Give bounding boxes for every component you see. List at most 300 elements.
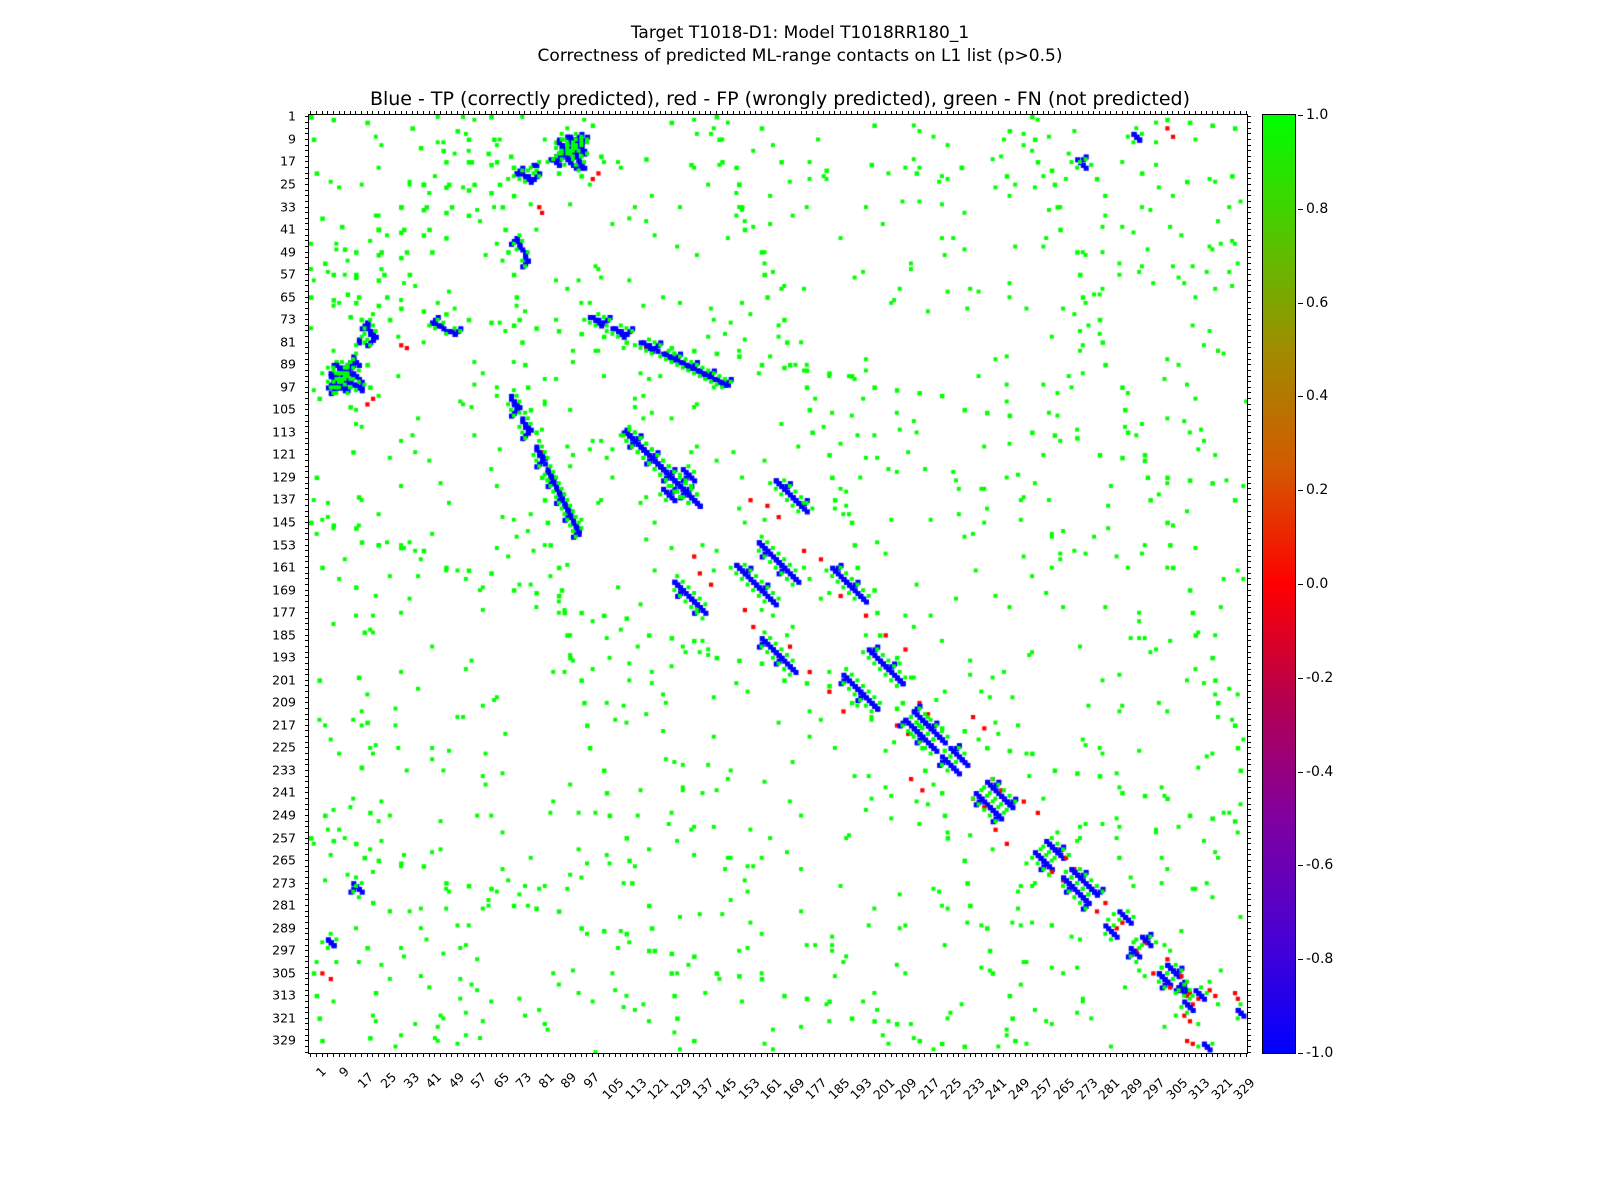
x-axis-tickmark-top — [519, 111, 520, 115]
y-axis-tickmark — [305, 714, 309, 715]
x-axis-tickmark — [727, 1053, 728, 1057]
x-tick-label: 113 — [622, 1074, 650, 1103]
x-axis-tickmark — [936, 1053, 937, 1057]
x-axis-tickmark-top — [434, 111, 435, 115]
x-tick-label: 241 — [982, 1074, 1011, 1103]
x-axis-tickmark-top — [908, 111, 909, 115]
colorbar-tick-label: 0.6 — [1306, 294, 1329, 311]
y-axis-tickmark-right — [1247, 432, 1251, 433]
x-axis-tickmark — [389, 1053, 390, 1057]
y-axis-tickmark — [305, 776, 309, 777]
y-axis-tickmark-right — [1247, 218, 1251, 219]
x-axis-tickmark-top — [1060, 111, 1061, 115]
x-axis-tickmark-top — [727, 111, 728, 115]
x-axis-tickmark-top — [739, 111, 740, 115]
y-axis-tickmark-right — [1247, 956, 1251, 957]
x-axis-tickmark-top — [1071, 111, 1072, 115]
y-axis-tickmark — [305, 381, 309, 382]
x-axis-tickmark — [637, 1053, 638, 1057]
y-axis-tickmark — [305, 730, 309, 731]
x-axis-tickmark — [1009, 1053, 1010, 1057]
x-tick-label: 305 — [1162, 1074, 1191, 1103]
x-axis-tickmark-top — [1099, 111, 1100, 115]
y-axis-tickmark-right — [1247, 364, 1251, 365]
y-tick-label: 193 — [272, 649, 296, 665]
x-axis-tickmark — [372, 1053, 373, 1057]
y-axis-tickmark-right — [1247, 178, 1251, 179]
x-axis-tickmark — [941, 1053, 942, 1057]
y-axis-tickmark — [305, 359, 309, 360]
y-axis-tickmark — [305, 843, 309, 844]
x-axis-tickmark — [1184, 1053, 1185, 1057]
y-axis-tickmark — [305, 539, 309, 540]
x-axis-tickmark — [693, 1053, 694, 1057]
y-axis-tickmark-right — [1247, 995, 1251, 996]
x-axis-tickmark-top — [1026, 111, 1027, 115]
x-axis-tickmark-top — [654, 111, 655, 115]
x-axis-tickmark-top — [429, 111, 430, 115]
y-axis-tickmark — [305, 364, 309, 365]
x-axis-tickmark — [1229, 1053, 1230, 1057]
x-axis-tickmark — [958, 1053, 959, 1057]
x-axis-tickmark-top — [637, 111, 638, 115]
x-axis-tickmark-top — [502, 111, 503, 115]
y-axis-tickmark — [305, 567, 309, 568]
y-axis-tickmark-right — [1247, 871, 1251, 872]
x-axis-tickmark — [1161, 1053, 1162, 1057]
y-axis-tickmark — [305, 246, 309, 247]
x-axis-tickmark-top — [924, 111, 925, 115]
y-axis-tickmark-right — [1247, 905, 1251, 906]
x-axis-tickmark-top — [863, 111, 864, 115]
y-axis-tickmark-right — [1247, 854, 1251, 855]
x-axis-tickmark — [710, 1053, 711, 1057]
x-tick-label: 289 — [1117, 1074, 1146, 1103]
y-axis-tickmark — [305, 421, 309, 422]
x-axis-tickmark — [755, 1053, 756, 1057]
x-axis-tickmark-top — [355, 111, 356, 115]
x-axis-tickmark — [1048, 1053, 1049, 1057]
y-axis-tickmark-right — [1247, 595, 1251, 596]
y-axis-tickmark — [305, 573, 309, 574]
x-axis-tickmark-top — [885, 111, 886, 115]
y-axis-tickmark — [305, 815, 309, 816]
y-axis-tickmark-right — [1247, 607, 1251, 608]
x-axis-tickmark — [1071, 1053, 1072, 1057]
x-axis-tickmark — [632, 1053, 633, 1057]
x-axis-tickmark-top — [1122, 111, 1123, 115]
x-axis-tickmark-top — [834, 111, 835, 115]
x-axis-tickmark-top — [598, 111, 599, 115]
x-axis-tickmark-top — [1217, 111, 1218, 115]
y-axis-tickmark — [305, 302, 309, 303]
y-axis-tickmark-right — [1247, 449, 1251, 450]
x-axis-tickmark-top — [879, 111, 880, 115]
y-axis-tickmark — [305, 826, 309, 827]
x-axis-tickmark — [333, 1053, 334, 1057]
y-axis-tickmark — [305, 150, 309, 151]
y-axis-tickmark-right — [1247, 122, 1251, 123]
x-axis-tickmark-top — [1088, 111, 1089, 115]
x-axis-tickmark — [986, 1053, 987, 1057]
y-axis-tickmark-right — [1247, 973, 1251, 974]
y-axis-tickmark-right — [1247, 787, 1251, 788]
y-axis-tickmark-right — [1247, 832, 1251, 833]
x-axis-tickmark-top — [620, 111, 621, 115]
y-axis-tickmark — [305, 522, 309, 523]
y-tick-label: 33 — [280, 199, 296, 215]
y-axis-tickmark — [305, 269, 309, 270]
x-axis-tickmark — [722, 1053, 723, 1057]
y-axis-tickmark-right — [1247, 657, 1251, 658]
x-axis-tickmark-top — [361, 111, 362, 115]
x-axis-tickmark-top — [339, 111, 340, 115]
x-axis-tickmark — [801, 1053, 802, 1057]
x-tick-label: 249 — [1005, 1074, 1033, 1103]
x-axis-tickmark-top — [761, 111, 762, 115]
y-axis-tickmark-right — [1247, 269, 1251, 270]
y-axis-tickmark-right — [1247, 742, 1251, 743]
x-axis-tickmark-top — [327, 111, 328, 115]
y-axis-tickmark-right — [1247, 669, 1251, 670]
y-axis-tickmark-right — [1247, 916, 1251, 917]
x-axis-tickmark-top — [970, 111, 971, 115]
x-axis-tickmark-top — [468, 111, 469, 115]
x-axis-tickmark — [1223, 1053, 1224, 1057]
x-axis-tickmark-top — [564, 111, 565, 115]
x-axis-tickmark-top — [1009, 111, 1010, 115]
x-axis-tickmark-top — [1184, 111, 1185, 115]
x-axis-tickmark — [1020, 1053, 1021, 1057]
y-axis-tickmark — [305, 325, 309, 326]
y-axis-tickmark — [305, 956, 309, 957]
x-axis-tickmark — [547, 1053, 548, 1057]
x-tick-label: 209 — [892, 1074, 920, 1103]
x-axis-tickmark-top — [389, 111, 390, 115]
x-axis-tickmark-top — [806, 111, 807, 115]
x-axis-tickmark-top — [536, 111, 537, 115]
x-axis-tickmark-top — [941, 111, 942, 115]
y-tick-label: 233 — [272, 762, 296, 778]
x-axis-tickmark — [750, 1053, 751, 1057]
y-tick-label: 97 — [280, 379, 296, 395]
x-axis-tickmark — [908, 1053, 909, 1057]
y-axis-tickmark — [305, 1007, 309, 1008]
y-axis-tickmark — [305, 832, 309, 833]
x-axis-tickmark-top — [451, 111, 452, 115]
x-axis-tickmark — [1105, 1053, 1106, 1057]
y-axis-tickmark — [305, 978, 309, 979]
x-axis-tickmark — [1032, 1053, 1033, 1057]
x-axis-tickmark — [355, 1053, 356, 1057]
y-axis-tickmark — [305, 443, 309, 444]
y-axis-tickmark — [305, 584, 309, 585]
x-axis-tickmark — [716, 1053, 717, 1057]
x-axis-tickmark-top — [1110, 111, 1111, 115]
y-axis-tickmark — [305, 933, 309, 934]
x-axis-tickmark-top — [592, 111, 593, 115]
y-tick-label: 169 — [272, 582, 296, 598]
x-axis-tickmark-top — [1178, 111, 1179, 115]
y-axis-tickmark-right — [1247, 545, 1251, 546]
x-tick-label: 121 — [644, 1074, 673, 1103]
colorbar-tickmark — [1298, 209, 1303, 210]
y-axis-tickmark — [305, 787, 309, 788]
colorbar-tickmark — [1298, 772, 1303, 773]
y-axis-tickmark — [305, 449, 309, 450]
x-axis-tickmark-top — [1082, 111, 1083, 115]
x-axis-tickmark-top — [440, 111, 441, 115]
y-axis-tickmark — [305, 905, 309, 906]
y-axis-tickmark — [305, 804, 309, 805]
y-axis-tickmark-right — [1247, 150, 1251, 151]
y-axis-tickmark-right — [1247, 967, 1251, 968]
colorbar-tick-label: -0.2 — [1306, 669, 1334, 686]
x-axis-tickmark — [829, 1053, 830, 1057]
x-axis-tickmark-top — [1116, 111, 1117, 115]
x-tick-label: 169 — [779, 1074, 808, 1103]
y-axis-tickmark — [305, 792, 309, 793]
y-tick-label: 145 — [272, 514, 296, 530]
y-axis-tickmark — [305, 894, 309, 895]
y-axis-tickmark — [305, 635, 309, 636]
y-axis-tickmark — [305, 184, 309, 185]
y-tick-label: 329 — [272, 1032, 296, 1048]
x-axis-tickmark — [603, 1053, 604, 1057]
x-axis-tickmark — [446, 1053, 447, 1057]
y-axis-tickmark — [305, 1029, 309, 1030]
y-axis-tickmark-right — [1247, 922, 1251, 923]
y-tick-label: 209 — [272, 694, 296, 710]
y-tick-label: 177 — [272, 604, 296, 620]
y-axis-tickmark-right — [1247, 415, 1251, 416]
y-axis-tickmark-right — [1247, 347, 1251, 348]
x-tick-label: 33 — [399, 1069, 422, 1092]
y-axis-tickmark — [305, 770, 309, 771]
y-axis-tickmark-right — [1247, 246, 1251, 247]
x-axis-tickmark-top — [1150, 111, 1151, 115]
y-axis-tickmark-right — [1247, 590, 1251, 591]
y-axis-tickmark — [305, 460, 309, 461]
y-axis-tickmark-right — [1247, 342, 1251, 343]
y-axis-tickmark — [305, 494, 309, 495]
y-tick-label: 129 — [272, 469, 296, 485]
colorbar-tickmark — [1298, 584, 1303, 585]
y-axis-tickmark — [305, 860, 309, 861]
y-axis-tickmark-right — [1247, 623, 1251, 624]
y-axis-tickmark-right — [1247, 319, 1251, 320]
x-axis-tickmark — [1110, 1053, 1111, 1057]
y-axis-tickmark — [305, 612, 309, 613]
y-axis-tickmark — [305, 1001, 309, 1002]
colorbar-tick-label: 0.0 — [1306, 576, 1329, 592]
y-axis-tickmark — [305, 781, 309, 782]
y-axis-tickmark-right — [1247, 691, 1251, 692]
x-axis-tickmark — [1240, 1053, 1241, 1057]
x-axis-tickmark-top — [902, 111, 903, 115]
x-axis-tickmark — [778, 1053, 779, 1057]
x-axis-tickmark-top — [665, 111, 666, 115]
y-axis-tickmark — [305, 561, 309, 562]
y-axis-tickmark-right — [1247, 635, 1251, 636]
x-axis-tickmark-top — [350, 111, 351, 115]
x-axis-tickmark — [947, 1053, 948, 1057]
x-tick-label: 185 — [824, 1074, 853, 1103]
y-axis-tickmark-right — [1247, 804, 1251, 805]
y-axis-tickmark — [305, 471, 309, 472]
x-axis-tickmark-top — [1093, 111, 1094, 115]
x-axis-tickmark-top — [677, 111, 678, 115]
y-tick-label: 9 — [288, 131, 296, 147]
y-axis-tickmark-right — [1247, 240, 1251, 241]
y-tick-label: 305 — [272, 965, 296, 981]
x-axis-tickmark — [310, 1053, 311, 1057]
y-axis-tickmark — [305, 511, 309, 512]
y-axis-tickmark — [305, 838, 309, 839]
colorbar-tick-label: -0.4 — [1306, 763, 1334, 780]
x-axis-tickmark-top — [643, 111, 644, 115]
y-axis-tickmark — [305, 685, 309, 686]
x-axis-tickmark-top — [333, 111, 334, 115]
x-axis-tickmark-top — [1229, 111, 1230, 115]
x-axis-tickmark — [1003, 1053, 1004, 1057]
colorbar-tickmark — [1298, 865, 1303, 866]
x-tick-label: 49 — [445, 1069, 467, 1092]
x-axis-tickmark — [1150, 1053, 1151, 1057]
y-axis-tickmark-right — [1247, 471, 1251, 472]
y-axis-tickmark-right — [1247, 961, 1251, 962]
x-axis-tickmark — [1054, 1053, 1055, 1057]
x-tick-label: 153 — [734, 1074, 763, 1103]
colorbar-tickmark — [1298, 115, 1303, 116]
x-axis-tickmark — [524, 1053, 525, 1057]
y-axis-tickmark-right — [1247, 849, 1251, 850]
y-axis-tickmark-right — [1247, 285, 1251, 286]
y-axis-tickmark-right — [1247, 646, 1251, 647]
y-axis-tickmark — [305, 499, 309, 500]
x-axis-tickmark — [1139, 1053, 1140, 1057]
x-axis-tickmark — [479, 1053, 480, 1057]
colorbar-tick-label: -0.8 — [1306, 951, 1334, 968]
y-axis-tickmark-right — [1247, 764, 1251, 765]
x-axis-tickmark — [570, 1053, 571, 1057]
y-axis-tickmark — [305, 454, 309, 455]
y-axis-tickmark — [305, 899, 309, 900]
x-axis-tickmark-top — [632, 111, 633, 115]
x-tick-label: 233 — [960, 1074, 988, 1103]
y-axis-tickmark — [305, 291, 309, 292]
y-axis-tickmark-right — [1247, 477, 1251, 478]
x-axis-tickmark-top — [496, 111, 497, 115]
y-axis-tickmark-right — [1247, 173, 1251, 174]
x-axis-tickmark — [586, 1053, 587, 1057]
y-axis-tickmark-right — [1247, 567, 1251, 568]
y-axis-tickmark — [305, 669, 309, 670]
y-axis-tickmark — [305, 1012, 309, 1013]
x-axis-tickmark-top — [846, 111, 847, 115]
y-axis-tickmark-right — [1247, 826, 1251, 827]
y-axis-tickmark — [305, 646, 309, 647]
y-axis-tickmark-right — [1247, 353, 1251, 354]
y-axis-tickmark — [305, 883, 309, 884]
x-axis-tickmark-top — [823, 111, 824, 115]
x-tick-label: 129 — [667, 1074, 695, 1103]
y-tick-label: 121 — [272, 446, 296, 462]
x-axis-tickmark-top — [936, 111, 937, 115]
y-axis-tickmark-right — [1247, 167, 1251, 168]
y-axis-tickmark — [305, 274, 309, 275]
x-axis-tickmark — [733, 1053, 734, 1057]
y-axis-tickmark-right — [1247, 725, 1251, 726]
x-axis-tickmark-top — [491, 111, 492, 115]
y-axis-tickmark — [305, 426, 309, 427]
y-axis-tickmark — [305, 257, 309, 258]
x-axis-tickmark — [1201, 1053, 1202, 1057]
x-tick-label: 57 — [467, 1069, 490, 1092]
y-axis-tickmark — [305, 922, 309, 923]
x-axis-tickmark — [902, 1053, 903, 1057]
y-axis-tickmark — [305, 139, 309, 140]
y-axis-tickmark-right — [1247, 280, 1251, 281]
x-axis-tickmark-top — [626, 111, 627, 115]
y-tick-label: 273 — [272, 875, 296, 891]
x-axis-tickmark — [406, 1053, 407, 1057]
y-axis-tickmark-right — [1247, 252, 1251, 253]
x-axis-tickmark-top — [958, 111, 959, 115]
x-axis-tickmark-top — [1048, 111, 1049, 115]
y-axis-tickmark-right — [1247, 759, 1251, 760]
x-axis-tickmark — [1189, 1053, 1190, 1057]
y-axis-tickmark-right — [1247, 466, 1251, 467]
y-axis-tickmark — [305, 342, 309, 343]
y-axis-tickmark — [305, 240, 309, 241]
y-axis-tickmark-right — [1247, 877, 1251, 878]
y-axis-tickmark-right — [1247, 984, 1251, 985]
y-axis-tickmark-right — [1247, 584, 1251, 585]
colorbar-tick-label: -1.0 — [1306, 1045, 1334, 1061]
y-axis-tickmark — [305, 742, 309, 743]
x-axis-tickmark — [930, 1053, 931, 1057]
y-tick-label: 265 — [272, 852, 296, 868]
x-axis-tickmark — [891, 1053, 892, 1057]
y-axis-tickmark-right — [1247, 522, 1251, 523]
x-axis-tickmark — [919, 1053, 920, 1057]
y-axis-tickmark — [305, 1023, 309, 1024]
y-axis-tickmark — [305, 753, 309, 754]
y-axis-tickmark-right — [1247, 1023, 1251, 1024]
x-axis-tickmark — [992, 1053, 993, 1057]
y-axis-tickmark-right — [1247, 454, 1251, 455]
x-axis-tickmark-top — [401, 111, 402, 115]
x-axis-tickmark-top — [603, 111, 604, 115]
y-tick-label: 161 — [272, 559, 296, 575]
x-axis-tickmark-top — [981, 111, 982, 115]
x-axis-tickmark-top — [829, 111, 830, 115]
x-axis-tickmark — [615, 1053, 616, 1057]
y-tick-label: 25 — [280, 176, 296, 192]
y-axis-tickmark-right — [1247, 770, 1251, 771]
y-axis-tickmark — [305, 888, 309, 889]
x-axis-tickmark-top — [1077, 111, 1078, 115]
y-axis-tickmark-right — [1247, 708, 1251, 709]
y-axis-tickmark — [305, 392, 309, 393]
x-axis-tickmark — [384, 1053, 385, 1057]
y-axis-tickmark-right — [1247, 821, 1251, 822]
x-tick-label: 97 — [580, 1069, 603, 1092]
x-axis-tickmark — [1037, 1053, 1038, 1057]
y-axis-tickmark-right — [1247, 753, 1251, 754]
y-axis-tickmark — [305, 263, 309, 264]
